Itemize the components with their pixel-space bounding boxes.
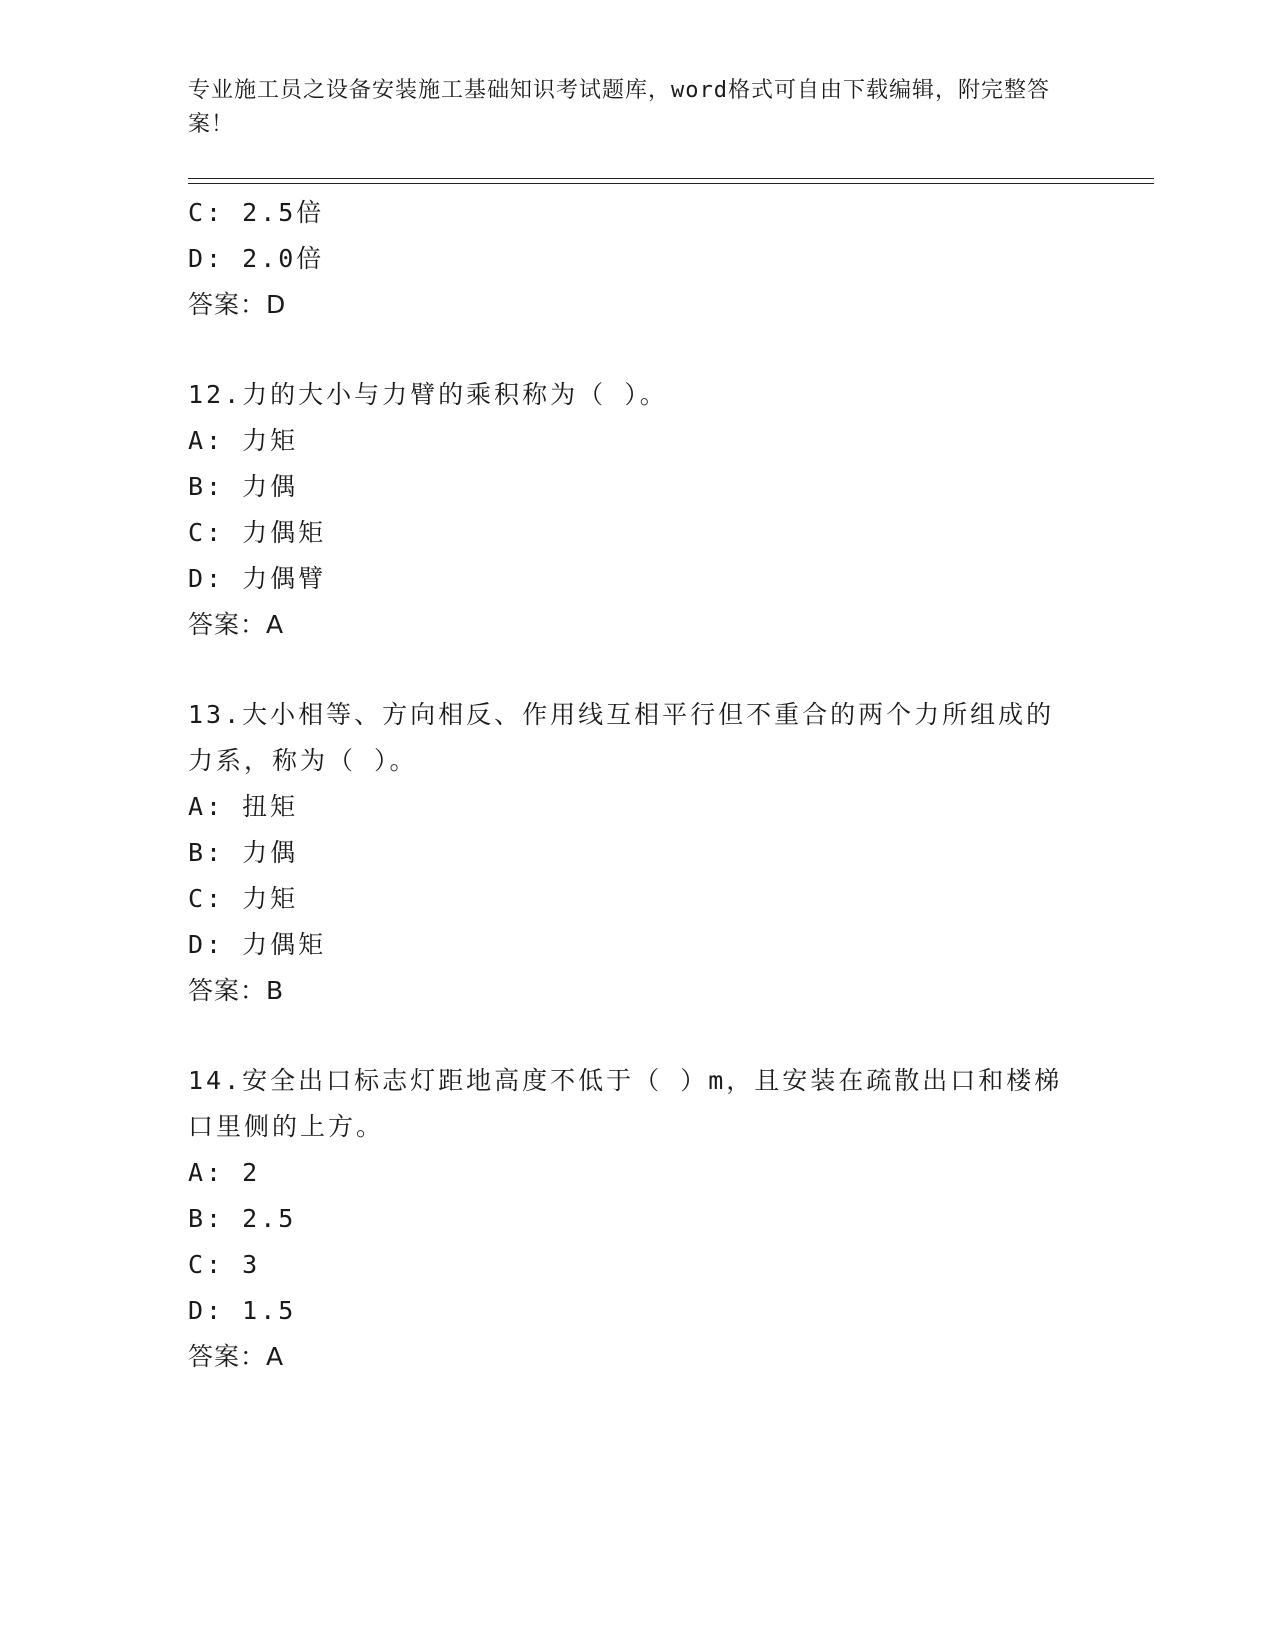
question-text: 13.大小相等、方向相反、作用线互相平行但不重合的两个力所组成的力系，称为（ ）。 (188, 700, 1055, 775)
answer-line: 答案：A (188, 610, 285, 639)
question-14 (188, 1058, 1088, 1380)
answer-line: 答案：B (188, 976, 285, 1005)
question-12 (188, 372, 1088, 648)
document-header (188, 74, 1068, 142)
option-c: C: 2.5倍 (188, 198, 325, 227)
option-b: B: 力偶 (188, 472, 299, 501)
header-divider-bottom (188, 183, 1154, 184)
option-c: C: 3 (188, 1250, 261, 1279)
option-c: C: 力矩 (188, 884, 299, 913)
spacer (188, 328, 1088, 372)
option-a: A: 力矩 (188, 426, 299, 455)
option-a: A: 2 (188, 1158, 261, 1187)
question-text: 14.安全出口标志灯距地高度不低于（ ）m，且安装在疏散出口和楼梯口里侧的上方。 (188, 1066, 1063, 1141)
option-c: C: 力偶矩 (188, 518, 327, 547)
header-divider-top (188, 178, 1154, 179)
spacer (188, 1014, 1088, 1058)
answer-line: 答案：D (188, 290, 287, 319)
question-text: 12.力的大小与力臂的乘积称为（ ）。 (188, 380, 668, 409)
option-b: B: 2.5 (188, 1204, 297, 1233)
answer-line: 答案：A (188, 1342, 285, 1371)
option-d: D: 力偶臂 (188, 564, 327, 593)
carryover-question (188, 190, 1088, 328)
question-13 (188, 692, 1088, 1014)
option-d: D: 力偶矩 (188, 930, 327, 959)
header-title: 专业施工员之设备安装施工基础知识考试题库，word格式可自由下载编辑，附完整答案！ (188, 78, 1050, 137)
option-b: B: 力偶 (188, 838, 299, 867)
spacer (188, 648, 1088, 692)
option-a: A: 扭矩 (188, 792, 299, 821)
question-list (188, 190, 1088, 1380)
option-d: D: 1.5 (188, 1296, 297, 1325)
option-d: D: 2.0倍 (188, 244, 325, 273)
